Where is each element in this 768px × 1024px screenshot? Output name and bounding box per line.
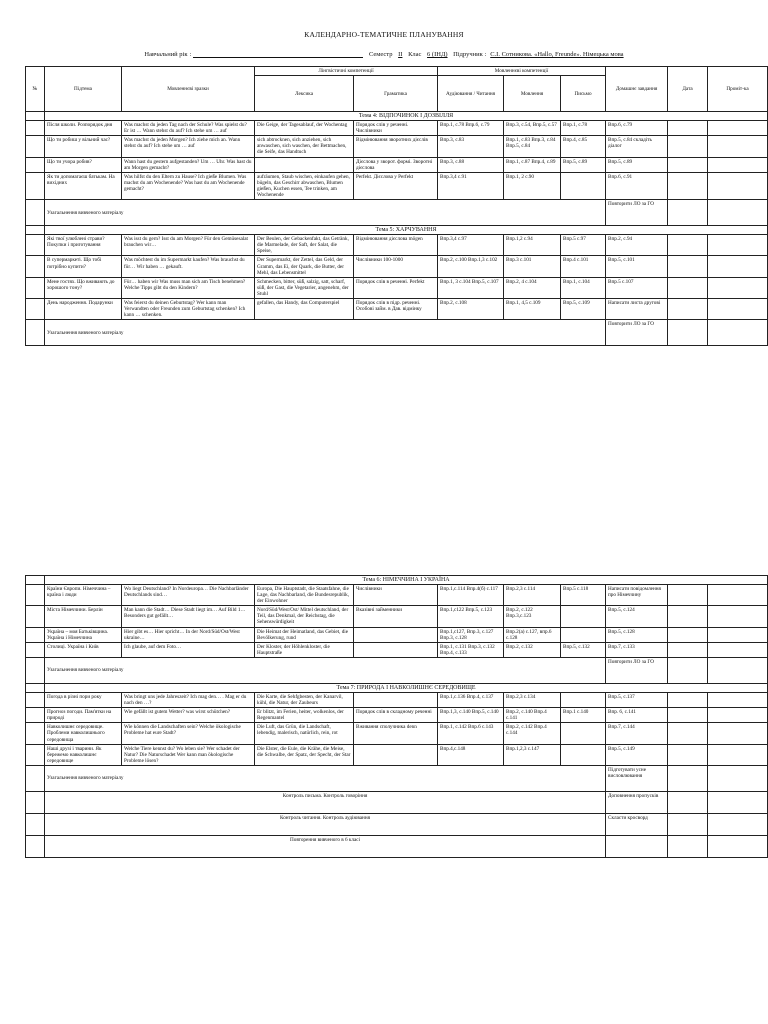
date-cell bbox=[668, 256, 708, 277]
speech-cell: Wo liegt Deutschland? In Nordeuropa… Die Nachbarländer Deutschlands sind… bbox=[122, 585, 255, 606]
summary-row bbox=[26, 765, 768, 791]
control-label: Контроль письма. Контроль говоріння bbox=[45, 791, 606, 813]
date-cell bbox=[668, 606, 708, 627]
homework-cell: Доповнення пропусків bbox=[606, 791, 668, 813]
homework-cell: Впр.5 с.107 bbox=[606, 277, 668, 298]
summary-row bbox=[26, 320, 768, 346]
plan-body-page2 bbox=[26, 576, 768, 858]
listening-cell: Впр.1, 3 с.104 Впр.5, с.107 bbox=[438, 277, 504, 298]
speaking-cell: Впр.2, с.122 Впр.3,с.123 bbox=[504, 606, 561, 627]
homework-cell: Впр.6, с.91 bbox=[606, 172, 668, 199]
listening-cell: Впр.3, с.88 bbox=[438, 157, 504, 172]
homework-cell: Впр.5, с.137 bbox=[606, 692, 668, 707]
speech-cell: Ich glaube, auf dem Foto… bbox=[122, 642, 255, 657]
listening-cell: Впр.1, с.142 Впр.6 с.143 bbox=[438, 723, 504, 744]
num-cell bbox=[26, 813, 45, 835]
check-cell bbox=[708, 200, 768, 226]
homework-cell: Впр. 6, с.141 bbox=[606, 708, 668, 723]
grammar-cell bbox=[354, 642, 438, 657]
homework-cell: Повторити ЛО за ГО bbox=[606, 657, 668, 683]
lexics-cell: Schmecken, bitter, süß, salzig, satt, scharf, süß, der Gast, die Vegetarier, angenehm, der Stuhl bbox=[255, 277, 354, 298]
theme-row bbox=[26, 576, 768, 585]
lexics-cell: gefallen, das Handy, das Computerspiel bbox=[255, 298, 354, 319]
num-cell bbox=[26, 298, 45, 319]
num-cell bbox=[26, 585, 45, 606]
check-cell bbox=[708, 606, 768, 627]
lexics-cell: aufräumen, Staub wischen, einkaufen gehen, bügeln, das Geschirr abwaschen, Blumen gießen, Kuchen essen, Tee trinken, am Wochenende bbox=[255, 172, 354, 199]
speech-cell: Was machst du jeden Tag nach der Schule? Was spielst du? Er ist … Wann stehst du auf? Ich stehe um … auf bbox=[122, 121, 255, 136]
num-cell bbox=[26, 606, 45, 627]
class-value: 6 (ІНД) bbox=[427, 51, 448, 58]
table-row bbox=[26, 627, 768, 642]
subtopic-cell: Які твої улюблені страви? Покупки і приготування bbox=[45, 235, 122, 256]
date-cell bbox=[668, 136, 708, 157]
check-cell bbox=[708, 298, 768, 319]
writing-cell: Впр.1, с.78 bbox=[561, 121, 606, 136]
writing-cell: Впр.1 с.140 bbox=[561, 708, 606, 723]
check-cell bbox=[708, 277, 768, 298]
subtopic-cell: Прогноз погоди. Пам'ятки на природі bbox=[45, 708, 122, 723]
date-cell bbox=[668, 585, 708, 606]
grammar-cell: Вживання сполучника denn bbox=[354, 723, 438, 744]
col-writing: Письмо bbox=[561, 76, 606, 112]
listening-cell: Впр.1,с.136 Впр.4, с.137 bbox=[438, 692, 504, 707]
homework-cell: Написати повідомлення про Німеччину bbox=[606, 585, 668, 606]
col-subtopic: Підтема bbox=[45, 67, 122, 112]
homework-cell: Скласти кросворд bbox=[606, 813, 668, 835]
summary-row bbox=[26, 657, 768, 683]
homework-cell: Впр.5, с.124 bbox=[606, 606, 668, 627]
writing-cell bbox=[561, 606, 606, 627]
subtopic-cell: Погода в різні пори року bbox=[45, 692, 122, 707]
num-cell bbox=[26, 657, 45, 683]
listening-cell: Впр.1, с.78 Впр.6, с.79 bbox=[438, 121, 504, 136]
date-cell bbox=[668, 692, 708, 707]
lexics-cell: Die Elster, die Eule, die Krähe, die Meise, die Schwalbe, der Spatz, der Specht, der Star bbox=[255, 744, 354, 765]
num-cell bbox=[26, 157, 45, 172]
table-row bbox=[26, 235, 768, 256]
col-speech: Мовленнєві зразки bbox=[122, 67, 255, 112]
date-cell bbox=[668, 791, 708, 813]
subtopic-cell: Країни Європи. Німеччина – країна і люди bbox=[45, 585, 122, 606]
theme-row bbox=[26, 112, 768, 121]
date-cell bbox=[668, 835, 708, 857]
lexics-cell: Der Beulen, der Gebackenfakt, das Getränk, die Marmelade, der Saft, der Salat, die Speise, bbox=[255, 235, 354, 256]
check-cell bbox=[708, 723, 768, 744]
theme-title: Тема 4: ВІДПОЧИНОК І ДОЗВІЛЛЯ bbox=[45, 112, 768, 121]
control-row bbox=[26, 791, 768, 813]
grammar-cell: Порядок слів в складному реченні bbox=[354, 708, 438, 723]
textbook-label: Підручник bbox=[453, 51, 483, 58]
check-cell bbox=[708, 708, 768, 723]
homework-cell: Впр.7, с.133 bbox=[606, 642, 668, 657]
check-cell bbox=[708, 172, 768, 199]
table-row bbox=[26, 642, 768, 657]
plan-table-page1 bbox=[25, 66, 768, 346]
speech-cell: Was hilfst du den Eltern zu Hause? Ich gieße Blumen. Was machst du am Wochenende? Was hast du am Wochenende gemacht? bbox=[122, 172, 255, 199]
num-cell bbox=[26, 235, 45, 256]
listening-cell: Впр.4,с.148 bbox=[438, 744, 504, 765]
num-cell bbox=[26, 723, 45, 744]
grammar-cell bbox=[354, 627, 438, 642]
table-row bbox=[26, 708, 768, 723]
grammar-cell: Дієслова у зворот. формі. Зворотні дієслова bbox=[354, 157, 438, 172]
date-cell bbox=[668, 298, 708, 319]
check-cell bbox=[708, 136, 768, 157]
check-cell bbox=[708, 256, 768, 277]
col-listening: Аудіювання / Читання bbox=[438, 76, 504, 112]
summary-label: Узагальнення вивченого матеріалу bbox=[45, 200, 606, 226]
homework-cell: Підготувати усне висловлювання bbox=[606, 765, 668, 791]
homework-cell: Повторити ЛО за ГО bbox=[606, 320, 668, 346]
speaking-cell: Впр.1,2,3 с.147 bbox=[504, 744, 561, 765]
control-label: Повторення вивченого в 6 класі bbox=[45, 835, 606, 857]
speech-cell: Was bringt uns jede Jahreszeit? Ich mag den… . Mag er du nach den …? bbox=[122, 692, 255, 707]
subtopic-cell: День народження. Подарунки bbox=[45, 298, 122, 319]
listening-cell: Впр.1,3, с.140 Впр.5, с.140 bbox=[438, 708, 504, 723]
speaking-cell: Впр.2, с.140 Впр.4 с.141 bbox=[504, 708, 561, 723]
col-lexics: Лексика bbox=[255, 76, 354, 112]
listening-cell: Впр.2, с.108 bbox=[438, 298, 504, 319]
check-cell bbox=[708, 627, 768, 642]
speaking-cell: Впр.1, 2 с.90 bbox=[504, 172, 561, 199]
date-cell bbox=[668, 708, 708, 723]
table-row bbox=[26, 172, 768, 199]
date-cell bbox=[668, 723, 708, 744]
subtopic-cell: Міста Німеччини. Берлін bbox=[45, 606, 122, 627]
writing-cell: Впр.5 с.118 bbox=[561, 585, 606, 606]
speaking-cell: Впр.2(а) с.127, впр.6 с.128 bbox=[504, 627, 561, 642]
num-cell bbox=[26, 112, 45, 121]
grammar-cell bbox=[354, 744, 438, 765]
writing-cell: Впр.5, с.109 bbox=[561, 298, 606, 319]
homework-cell: Впр.2, с.94 bbox=[606, 235, 668, 256]
listening-cell: Впр.3,4 с.97 bbox=[438, 235, 504, 256]
col-speaking: Мовлення bbox=[504, 76, 561, 112]
speaking-cell: Впр.2, с.142 Впр.4 с.144 bbox=[504, 723, 561, 744]
grammar-cell: Відмінювання дієслова mögen bbox=[354, 235, 438, 256]
plan-body-page1 bbox=[26, 112, 768, 346]
theme-title: Тема 6: НІМЕЧЧИНА І УКРАЇНА bbox=[45, 576, 768, 585]
class-label: Клас bbox=[408, 51, 422, 58]
textbook-value: С.І. Сотникова. «Hallo, Freunde». Німецька мова bbox=[490, 51, 624, 58]
check-cell bbox=[708, 813, 768, 835]
writing-cell: Впр.5, с.132 bbox=[561, 642, 606, 657]
speaking-cell: Впр.2,3 с.134 bbox=[504, 692, 561, 707]
theme-row bbox=[26, 683, 768, 692]
date-cell bbox=[668, 121, 708, 136]
num-cell bbox=[26, 642, 45, 657]
lexics-cell: Die Luft, das Grün, die Landschaft, lebendig, malerisch, natürlich, rein, rot bbox=[255, 723, 354, 744]
speech-cell: Wie können die Landschaften sein? Welche ökologische Probleme hat eure Stadt? bbox=[122, 723, 255, 744]
num-cell bbox=[26, 791, 45, 813]
homework-cell: Впр.5, с.149 bbox=[606, 744, 668, 765]
grammar-cell bbox=[354, 692, 438, 707]
control-label: Контроль читання. Контроль аудіювання bbox=[45, 813, 606, 835]
num-cell bbox=[26, 226, 45, 235]
speaking-cell: Впр.2, 4 с.104 bbox=[504, 277, 561, 298]
control-row bbox=[26, 813, 768, 835]
check-cell bbox=[708, 642, 768, 657]
subtopic-cell: Що ти робиш у вільний час? bbox=[45, 136, 122, 157]
table-row bbox=[26, 121, 768, 136]
summary-label: Узагальнення вивченого матеріалу bbox=[45, 657, 606, 683]
speaking-cell: Впр.1, с.87 Впр.4, с.89 bbox=[504, 157, 561, 172]
table-row bbox=[26, 298, 768, 319]
check-cell bbox=[708, 744, 768, 765]
subtopic-cell: Мене гостях. Що вживають до хорошого тону? bbox=[45, 277, 122, 298]
grammar-cell: Числівники 100-1000 bbox=[354, 256, 438, 277]
lexics-cell: sich abtrocknen, sich anziehen, sich anwaschen, sich waschen, der Bettmachen, die Seife, das Handtuch bbox=[255, 136, 354, 157]
check-cell bbox=[708, 657, 768, 683]
check-cell bbox=[708, 765, 768, 791]
col-date: Дата bbox=[668, 67, 708, 112]
check-cell bbox=[708, 835, 768, 857]
homework-cell: Впр.5, с.89 bbox=[606, 157, 668, 172]
homework-cell: Повторити ЛО за ГО bbox=[606, 200, 668, 226]
table-row bbox=[26, 585, 768, 606]
listening-cell: Впр.1,с.114 Впр.4(б) с.117 bbox=[438, 585, 504, 606]
lexics-cell: Der Supermarkt, der Zettel, das Geld, der Gramm, das Ei, der Quark, die Butter, der Mehl, das Lebensmittel bbox=[255, 256, 354, 277]
homework-cell: Впр.7, с.144 bbox=[606, 723, 668, 744]
lexics-cell bbox=[255, 157, 354, 172]
speech-cell: Welche Tiere kennst du? Wo leben sie? Wer schadet der Natur? Die Naturschadet Wer kann man ökologische Probleme lösen? bbox=[122, 744, 255, 765]
table-row bbox=[26, 723, 768, 744]
speech-cell: Was isst du gern? Isst du am Morgen? Für den Gemüsesalat brauchen wir… bbox=[122, 235, 255, 256]
check-cell bbox=[708, 320, 768, 346]
col-grammar: Граматика bbox=[354, 76, 438, 112]
homework-cell: Впр.5, с.101 bbox=[606, 256, 668, 277]
speech-cell: Was machst du jeden Morgen? Ich ziehe mich an. Wann stehst du auf? Ich stehe um … auf bbox=[122, 136, 255, 157]
date-cell bbox=[668, 200, 708, 226]
speech-cell: Hier gibt es… Hier spricht… In der Nord/Süd/Ost/West ukraine… bbox=[122, 627, 255, 642]
check-cell bbox=[708, 157, 768, 172]
num-cell bbox=[26, 256, 45, 277]
speaking-cell: Впр.3 с.101 bbox=[504, 256, 561, 277]
table-row bbox=[26, 157, 768, 172]
semester-label: Семестр bbox=[368, 51, 393, 58]
table-row bbox=[26, 277, 768, 298]
date-cell bbox=[668, 813, 708, 835]
lexics-cell: Die Geige, der Tagesablauf, der Wochentag bbox=[255, 121, 354, 136]
subtopic-cell: Україна – моя Батьківщина. Україна і Німеччина bbox=[45, 627, 122, 642]
theme-title: Тема 5: ХАРЧУВАННЯ bbox=[45, 226, 768, 235]
year-label: Навчальний рік bbox=[144, 51, 188, 58]
lexics-cell: Europa, Die Hauptstadt, die Staatsfahne, die Lage, das Nachbarland, die Bundesrepublik, der Einwohner bbox=[255, 585, 354, 606]
speaking-cell: Впр.2,3 с.114 bbox=[504, 585, 561, 606]
date-cell bbox=[668, 744, 708, 765]
col-linguistic: Лінгвістичні компетенції bbox=[255, 67, 438, 76]
date-cell bbox=[668, 157, 708, 172]
check-cell bbox=[708, 235, 768, 256]
check-cell bbox=[708, 121, 768, 136]
grammar-cell: Порядок слів в підр. реченні. Особові займ. в Дав. відмінку bbox=[354, 298, 438, 319]
date-cell bbox=[668, 765, 708, 791]
homework-cell: Впр.6, с.79 bbox=[606, 121, 668, 136]
num-cell bbox=[26, 627, 45, 642]
listening-cell: Впр.1, с.131 Впр.3, с.132 Впр.4, с.133 bbox=[438, 642, 504, 657]
speaking-cell: Впр.2, с.132 bbox=[504, 642, 561, 657]
plan-table-page2 bbox=[25, 575, 768, 858]
date-cell bbox=[668, 627, 708, 642]
writing-cell: Впр.4 с.101 bbox=[561, 256, 606, 277]
listening-cell: Впр.2, с.100 Впр.1,3 с.102 bbox=[438, 256, 504, 277]
writing-cell: Впр.5, с.89 bbox=[561, 157, 606, 172]
num-cell bbox=[26, 692, 45, 707]
lexics-cell: Er blitzt, im Ferien, heiter, wolkenlos, der Regenmantel bbox=[255, 708, 354, 723]
col-check: Проміт-ка bbox=[708, 67, 768, 112]
listening-cell: Впр.1,с122 Впр.5, с.123 bbox=[438, 606, 504, 627]
writing-cell bbox=[561, 744, 606, 765]
speaking-cell: Впр.1, 4,5 с.109 bbox=[504, 298, 561, 319]
speech-cell: Für… haben wir Was muss man sich am Tisch benehmen? Welche Tipps gibt du den Kindern? bbox=[122, 277, 255, 298]
check-cell bbox=[708, 585, 768, 606]
grammar-cell: Відмінювання зворотних дієслів bbox=[354, 136, 438, 157]
writing-cell bbox=[561, 723, 606, 744]
lexics-cell: Die Karte, die Sehfgbesten, der Kanarvil, kühl, die Natur, der Zaubeurs bbox=[255, 692, 354, 707]
num-cell bbox=[26, 708, 45, 723]
num-cell bbox=[26, 765, 45, 791]
summary-label: Узагальнення вивченого матеріалу bbox=[45, 320, 606, 346]
check-cell bbox=[708, 791, 768, 813]
num-cell bbox=[26, 835, 45, 857]
num-cell bbox=[26, 683, 45, 692]
summary-label: Узагальнення вивченого матеріалу bbox=[45, 765, 606, 791]
homework-cell: Впр.5, с.84 складіть діалог bbox=[606, 136, 668, 157]
date-cell bbox=[668, 277, 708, 298]
table-row bbox=[26, 256, 768, 277]
num-cell bbox=[26, 136, 45, 157]
listening-cell: Впр.1,с127, Впр.3, с.127 Впр.3, с.128 bbox=[438, 627, 504, 642]
num-cell bbox=[26, 320, 45, 346]
subtopic-cell: Столиці. Україна і Київ bbox=[45, 642, 122, 657]
listening-cell: Впр.3,4 с.91 bbox=[438, 172, 504, 199]
col-speech-comp: Мовленнєві компетенції bbox=[438, 67, 606, 76]
year-field bbox=[193, 50, 363, 58]
date-cell bbox=[668, 172, 708, 199]
semester-value: II bbox=[398, 51, 403, 58]
theme-row bbox=[26, 226, 768, 235]
writing-cell: Впр.4, с.85 bbox=[561, 136, 606, 157]
subtopic-cell: Як ти допомагаєш батькам. На вихідних bbox=[45, 172, 122, 199]
speech-cell: Was möchtest du im Supermarkt kaufen? Was brauchst du für… Wir haben … gekauft. bbox=[122, 256, 255, 277]
grammar-cell: Вказівні займенники bbox=[354, 606, 438, 627]
speaking-cell: Впр.1,2 с.94 bbox=[504, 235, 561, 256]
num-cell bbox=[26, 576, 45, 585]
speech-cell: Wie gefällt ist gutem Wetter? was wirst schütchen? bbox=[122, 708, 255, 723]
speaking-cell: Впр.3, с.54, Впр.5, с.57 bbox=[504, 121, 561, 136]
date-cell bbox=[668, 235, 708, 256]
lexics-cell: Der Kloster, der Höhlenkloster, die Hauptstraße bbox=[255, 642, 354, 657]
grammar-cell: Perfekt. Дієслова у Perfekt bbox=[354, 172, 438, 199]
col-num: № bbox=[26, 67, 45, 112]
col-homework: Домашнє завдання bbox=[606, 67, 668, 112]
num-cell bbox=[26, 172, 45, 199]
grammar-cell: Числівники bbox=[354, 585, 438, 606]
writing-cell: Впр.1, с.104 bbox=[561, 277, 606, 298]
page-title: КАЛЕНДАРНО-ТЕМАТИЧНЕ ПЛАНУВАННЯ bbox=[304, 30, 464, 39]
grammar-cell: Порядок слів у реченні. Числівники bbox=[354, 121, 438, 136]
grammar-cell: Порядок слів в реченні. Perfekt bbox=[354, 277, 438, 298]
homework-cell: Впр.5, с.128 bbox=[606, 627, 668, 642]
control-row bbox=[26, 835, 768, 857]
date-cell bbox=[668, 320, 708, 346]
homework-cell: Написати листа другові bbox=[606, 298, 668, 319]
table-row bbox=[26, 744, 768, 765]
date-cell bbox=[668, 657, 708, 683]
speech-cell: Wann hast du gestern aufgestanden? Um … Uhr. Was hast du am Morgen gemacht? bbox=[122, 157, 255, 172]
lexics-cell: Nord/Süd/West/Ost/ Mittel deutschland, der Teil, das Denkmal, der Reichstag, die Sehenswürdigkeit bbox=[255, 606, 354, 627]
subtopic-cell: Наші друзі і тварини. Як бережемо навколишнє середовище bbox=[45, 744, 122, 765]
table-row bbox=[26, 136, 768, 157]
speech-cell: Was feierst du deinen Geburtstag? Wer kann man Verwandten oder Freunden zum Geburtstag schenken? Ich kann … schenken. bbox=[122, 298, 255, 319]
num-cell bbox=[26, 277, 45, 298]
speech-cell: Man kann die Stadt… Diese Stadt liegt im… Auf Bild 1… Besonders gut gefällt… bbox=[122, 606, 255, 627]
homework-cell bbox=[606, 835, 668, 857]
num-cell bbox=[26, 200, 45, 226]
subtopic-cell: Що ти учора робив? bbox=[45, 157, 122, 172]
date-cell bbox=[668, 642, 708, 657]
writing-cell bbox=[561, 692, 606, 707]
check-cell bbox=[708, 692, 768, 707]
num-cell bbox=[26, 744, 45, 765]
table-row bbox=[26, 692, 768, 707]
subtopic-cell: В супермаркеті. Що тобі потрібно купити? bbox=[45, 256, 122, 277]
table-row bbox=[26, 606, 768, 627]
num-cell bbox=[26, 121, 45, 136]
theme-title: Тема 7: ПРИРОДА І НАВКОЛИШНЄ СЕРЕДОВИЩЕ bbox=[45, 683, 768, 692]
lexics-cell: Die Heimat der Heimatland, das Gebiet, die Bevölkerung, rund bbox=[255, 627, 354, 642]
writing-cell bbox=[561, 627, 606, 642]
writing-cell: Впр.5 с.97 bbox=[561, 235, 606, 256]
speaking-cell: Впр.1, с.83 Впр.3, с.84 Впр.5, с.84 bbox=[504, 136, 561, 157]
subtopic-cell: Навколишнє середовище. Проблеми навколишнього середовища bbox=[45, 723, 122, 744]
subtopic-cell: Після школи. Розпорядок дня bbox=[45, 121, 122, 136]
writing-cell bbox=[561, 172, 606, 199]
listening-cell: Впр.3, с.83 bbox=[438, 136, 504, 157]
summary-row bbox=[26, 200, 768, 226]
meta-line: Навчальний рік : Семестр II Клас 6 (ІНД) Підручник : С.І. Сотникова. «Hallo, Freunde». Німецька мова bbox=[144, 51, 624, 58]
